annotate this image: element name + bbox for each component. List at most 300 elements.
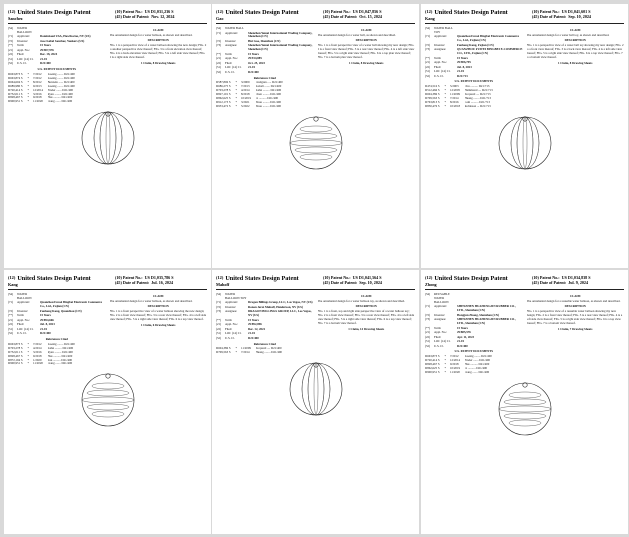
reference-cell: D862,625 S (425, 365, 440, 370)
field-code: (54) (216, 293, 222, 296)
field-value: 29/914,885 (248, 56, 262, 61)
field-label: Filed: (434, 64, 442, 69)
description-text: FIG. 1 is a perspective view of a water balloon showing the new design; FIG. 2 is another perspective view thereof; FIG. 3 is a front elevation view thereof; FIG. 4 is a back elevation view thereof; FIG. 5 is a left side view thereof; FIG. 6 is a right side view thereof. (109, 43, 207, 60)
field-code: (54) (425, 293, 431, 296)
field-code: (54) (8, 27, 14, 30)
reference-cell: D912,173 S (216, 99, 231, 104)
field-label: Filed: (17, 52, 25, 57)
field-label: Term: (225, 51, 233, 56)
field-value: Apr. 11, 2023 (457, 334, 474, 339)
reference-cell: * (27, 361, 30, 366)
field-code: (21) (8, 47, 14, 52)
field-code: (52) (8, 331, 14, 336)
field-code: (52) (216, 69, 222, 74)
reference-cell: 11/2009 (241, 346, 251, 351)
reference-row (8, 100, 106, 104)
field-label: Appl. No.: (225, 322, 238, 327)
reference-cell: Lindgren ..... D21/400 (255, 81, 283, 85)
reference-cell: 11/2020 (33, 99, 43, 104)
field-code: (71) (425, 304, 431, 309)
claim-heading: CLAIM (153, 293, 164, 298)
patent-title: United States Design Patent (434, 275, 508, 282)
reference-cell: * (27, 95, 30, 100)
reference-row (425, 105, 523, 109)
header-left (425, 275, 532, 287)
field-code: (52) (8, 61, 14, 66)
reference-cell: D689,980 S (8, 83, 23, 88)
reference-cell: Hsu .......... D21/400 (464, 363, 490, 367)
field-label: Filed: (225, 326, 233, 331)
claim-text: The ornamental design for a water balloon, as shown and described. (109, 32, 193, 37)
field-code: (51) (425, 69, 431, 74)
header-right (323, 275, 415, 285)
applicant-name: Gao (216, 16, 224, 21)
reference-cell: D663,873 S (8, 341, 23, 346)
field-code: (54) (425, 27, 431, 30)
reference-cell: 7/2012 (33, 75, 42, 80)
patent-date: Jul. 9, 2024 (568, 280, 589, 286)
reference-cell: 12/2014 (33, 87, 43, 92)
bibliographic-field (8, 332, 106, 336)
patent-body (425, 27, 624, 109)
left-column (425, 293, 523, 375)
patent-number-label: (10) Patent No.: (115, 9, 143, 14)
patent-date: Sep. 10, 2024 (359, 280, 382, 286)
field-value: 21-01 (248, 65, 256, 70)
claim-text: The ornamental design for a water balloon toy, as shown and described. (317, 298, 405, 303)
patent-date-row (115, 14, 207, 19)
patent-body (216, 27, 415, 109)
reference-cell: * (444, 365, 447, 370)
field-value: Dragon Billings Group, LLC, Las Vegas, NV (US) (248, 300, 313, 305)
patent-number: US D1,041,601 S (561, 9, 591, 14)
patent-page (212, 270, 419, 534)
left-column (425, 27, 523, 109)
bibliographic-field (216, 71, 314, 75)
references-heading: References Cited (253, 341, 276, 346)
description-text: FIG. 1 is a front, top and right side perspective view of a water balloon toy; FIG. 2 is a front view thereof; FIG. 3 is a rear view thereof; FIG. 4 is a left side view thereof; FIG. 5 is a right side view thereof; FIG. 6 is a top view thereof; FIG. 7 is a bottom view thereof. (317, 309, 415, 326)
patent-header (8, 275, 207, 290)
field-label: Assignee: (225, 43, 238, 48)
right-column (527, 27, 625, 109)
field-label: Applicant: (225, 300, 238, 305)
header-right (323, 9, 415, 19)
patent-title-line (425, 275, 532, 282)
reference-cell: * (235, 103, 238, 108)
bibliographic-field (8, 62, 106, 66)
reference-row (8, 362, 106, 366)
field-label: Appl. No.: (434, 330, 447, 335)
field-value: 15 Years (40, 43, 51, 48)
bibliographic-field (216, 337, 314, 341)
reference-cell: 9/2013 (33, 83, 42, 88)
reference-cell: Robinson ... D21/713 (464, 104, 491, 108)
reference-cell: D752,011 S (8, 349, 23, 354)
field-label: Inventor: (225, 304, 237, 309)
patent-title-line (8, 275, 115, 282)
reference-cell: 3/2016 (33, 349, 42, 354)
header-left (8, 9, 115, 21)
description-text: FIG. 1 is a perspective view of a reusable water balloon showing my new design; FIG. 2 is a front view thereof; FIG. 3 is a rear view thereof; FIG. 4 is a left side view thereof; FIG. 5 is a right side view thereof; FIG. 6 is a top view thereof; FIG. 7 is a bottom view thereof. (526, 309, 623, 326)
reference-cell: D663,873 S (425, 354, 440, 359)
field-label: Term: (434, 325, 442, 330)
reference-cell: Huang ........ D21/400 (255, 351, 282, 355)
patent-date-row (532, 14, 624, 19)
right-column (318, 293, 416, 355)
design-drawing (281, 113, 351, 173)
claims-count: 1 Claim, 8 Drawing Sheets (349, 60, 384, 65)
field-value: 29/885,576 (457, 330, 471, 335)
reference-cell: Kahn ......... D21/400 (47, 346, 74, 350)
field-value: DRAGON BILLINGS GROUP, LLC, Las Vegas, NV (US) (248, 309, 312, 318)
reference-cell: 11/2020 (450, 369, 460, 374)
reference-cell: D900,951 S (425, 369, 440, 374)
reference-cell: * (444, 358, 447, 363)
patent-title-line (216, 9, 323, 16)
field-label: LOC (14) Cl. (434, 339, 451, 344)
claim-heading: CLAIM (361, 293, 372, 298)
field-value: 21-01 (457, 69, 465, 74)
design-drawing (281, 359, 351, 419)
field-label: WATER BALLOON (17, 27, 32, 34)
left-column (216, 293, 314, 355)
bibliographic-field (425, 293, 523, 305)
field-code: (72) (216, 304, 222, 309)
field-code: (51) (425, 339, 431, 344)
reference-cell: D900,951 S (8, 99, 23, 104)
reference-cell: * (27, 353, 30, 358)
field-code: (72) (425, 42, 431, 47)
field-label: U.S. Cl. (225, 335, 235, 340)
reference-cell: 10/2019 (241, 96, 251, 101)
reference-cell: 7/2012 (450, 354, 459, 359)
reference-cell: * (444, 84, 447, 89)
reference-cell: D604,386 S (216, 346, 231, 351)
claims-count: 1 Claim, 6 Drawing Sheets (141, 323, 176, 328)
reference-cell: 7/2014 (450, 96, 459, 101)
field-value: D21/713 (457, 73, 468, 78)
claim-heading: CLAIM (570, 27, 581, 32)
field-value: 29/894,666 (40, 317, 54, 322)
claim-text: The ornamental design for a reusable water balloon, as shown and described. (526, 298, 621, 303)
field-code: (21) (425, 330, 431, 335)
reference-cell: * (444, 88, 447, 93)
reference-cell: D763,813 S (425, 99, 440, 104)
field-value: Jul. 8, 2023 (457, 64, 472, 69)
claims-count: 1 Claim, 7 Drawing Sheets (558, 326, 593, 331)
reference-cell: * (444, 103, 447, 108)
patent-date-label: (45) Date of Patent: (532, 280, 567, 286)
reference-cell: * (27, 349, 30, 354)
reference-cell: * (444, 92, 447, 97)
field-code: (51) (216, 331, 222, 336)
field-label: WATER BALL TOY (434, 27, 453, 34)
field-value: Fanhong Kang, Fujian (CN) (457, 42, 494, 47)
patent-number: US D1,034,838 S (561, 275, 591, 280)
patent-date: Nov. 12, 2024 (151, 14, 175, 20)
field-value: 15 Years (40, 313, 51, 318)
references-heading: References Cited (45, 337, 68, 342)
field-label: Appl. No.: (17, 47, 30, 52)
reference-cell: 11/2020 (33, 361, 43, 366)
description-text: FIG. 1 is a front perspective view of a water ball showing my new design; FIG. 2 is a front view thereof; FIG. 3 is a rear view thereof; FIG. 4 is a left side view thereof; FIG. 5 is a right side view thereof; FIG. 6 is a top plan view thereof; FIG. 7 is a bottom plan view thereof. (317, 43, 415, 60)
reference-cell: 5/2022 (241, 103, 250, 108)
reference-cell: * (27, 75, 30, 80)
field-value: 29/892,896 (248, 322, 262, 327)
reference-cell: D663,873 S (8, 72, 23, 77)
header-right (532, 275, 624, 285)
field-code: (22) (425, 334, 431, 339)
field-value: Ronan Jerez Mahoff, Henderson, NV (US) (248, 304, 303, 309)
applicant-name: Kang (425, 16, 435, 21)
field-code: (22) (8, 322, 14, 327)
reference-cell: Pinder ....... D21/400 (47, 88, 73, 92)
reference-cell: 4/2014 (241, 88, 250, 93)
claims-count: 1 Claim, 8 Drawing Sheets (558, 60, 593, 65)
left-column (216, 27, 314, 109)
field-label: Inventor: (225, 38, 237, 43)
field-code: (72) (216, 38, 222, 43)
patent-number-label: (10) Patent No.: (532, 275, 560, 280)
reference-cell: D512,466 S (425, 88, 440, 93)
field-label: Term: (225, 317, 233, 322)
field-label: LOC (14) Cl. (434, 69, 451, 74)
claim-heading: CLAIM (570, 293, 581, 298)
description-heading: DESCRIPTION (355, 38, 377, 43)
field-code: (73) (425, 317, 431, 322)
reference-cell: * (27, 91, 30, 96)
field-value: QUANZHOU FUWEI BINGBEI E-COMMERCE CO., LTD., Fujian (CN) (457, 47, 523, 56)
field-code: (21) (425, 60, 431, 65)
bibliographic-field (425, 305, 523, 313)
reference-cell: Ryan ......... D21/400 (47, 92, 73, 96)
field-label: WATER BALL (225, 27, 244, 30)
patent-number: US D1,041,564 S (352, 275, 382, 280)
reference-cell: 11/2009 (450, 92, 460, 97)
field-code: (71) (216, 30, 222, 35)
applicant-name: Kang (8, 282, 18, 287)
patent-header (216, 9, 415, 24)
field-value: 15 Years (248, 51, 259, 56)
patent-page (421, 270, 628, 534)
field-label: U.S. Cl. (434, 73, 444, 78)
reference-cell: * (27, 99, 30, 104)
field-code: (22) (8, 52, 14, 57)
patent-number: US D1,035,786 S (144, 275, 174, 280)
reference-cell: Zhou ......... D21/400 (255, 104, 281, 108)
reference-cell: * (444, 362, 447, 367)
patent-date-label: (45) Date of Patent: (323, 280, 358, 286)
reference-cell: D587,806 S (216, 80, 231, 85)
reference-cell: Ryan ......... D21/400 (47, 350, 73, 354)
field-code: (71) (8, 34, 14, 39)
field-value: 29/906,795 (457, 60, 471, 65)
field-value: Quanzhou Fuwei Bingbei Electronic Commerce Co., Ltd., Fujian (CN) (457, 34, 520, 43)
description-heading: DESCRIPTION (355, 304, 377, 309)
reference-cell: * (235, 350, 238, 355)
field-label: Applicant: (17, 300, 30, 305)
patent-date-row (115, 280, 207, 285)
reference-cell: Chu .......... D21/713 (464, 85, 490, 89)
patent-title-line (8, 9, 115, 16)
reference-cell: D720,414 S (8, 87, 23, 92)
patent-date-label: (45) Date of Patent: (115, 14, 150, 20)
patent-header (216, 275, 415, 290)
reference-cell: * (27, 72, 30, 77)
claims-count: 1 Claim, 8 Drawing Sheets (141, 60, 176, 65)
claim-heading: CLAIM (361, 27, 372, 32)
field-value: D21/400 (457, 343, 468, 348)
patent-page (212, 4, 419, 268)
field-label: LOC (14) Cl. (225, 331, 242, 336)
field-label: Applicant: (17, 34, 30, 39)
description-heading: DESCRIPTION (564, 304, 586, 309)
field-label: Filed: (434, 334, 442, 339)
field-value: D21/400 (40, 331, 51, 336)
field-label: Applicant: (434, 34, 447, 39)
reference-cell: * (444, 354, 447, 359)
reference-cell: Jacquard .... D21/400 (255, 347, 282, 351)
field-value: SHENZHEN HUAHUNGJIN RUBBER CO., LTD., Shenzhen (CN) (457, 317, 516, 326)
field-label: Appl. No.: (17, 317, 30, 322)
reference-cell: Chen ......... D21/400 (255, 93, 281, 97)
claim-text: The ornamental design for a water ball toy, as shown and described. (526, 32, 610, 37)
left-column (8, 27, 106, 104)
reference-cell: * (235, 92, 238, 97)
field-label: Term: (17, 43, 25, 48)
references-heading: U.S. PATENT DOCUMENTS (37, 67, 77, 72)
field-label: LOC (14) Cl. (17, 56, 34, 61)
patent-header (425, 275, 624, 290)
applicant-name: Zhong (425, 282, 437, 287)
reference-cell: D828,467 S (8, 95, 23, 100)
field-code: (72) (8, 308, 14, 313)
field-value: D21/400 (40, 61, 51, 66)
patent-date-row (323, 14, 415, 19)
reference-cell: * (235, 88, 238, 93)
field-value: SHENZHEN HUAHUNGJIN RUBBER CO., LTD., Shenzhen (CN) (457, 304, 516, 313)
reference-cell: 1/2020 (33, 357, 42, 362)
field-code: (52) (425, 343, 431, 348)
design-drawing (73, 108, 143, 168)
header-left (8, 275, 115, 287)
reference-row (425, 371, 523, 375)
patent-number: US D1,047,856 S (352, 9, 382, 14)
reference-cell: D686,275 S (216, 84, 231, 89)
description-heading: DESCRIPTION (564, 38, 586, 43)
field-code: (72) (8, 38, 14, 43)
field-value: 21-01 (40, 56, 48, 61)
field-code: (**) (216, 317, 222, 322)
description-heading: DESCRIPTION (147, 38, 169, 43)
patent-date: Jul. 16, 2024 (151, 280, 174, 286)
field-code: (73) (425, 47, 431, 52)
reference-cell: Hsu .......... D21/400 (47, 96, 73, 100)
reference-cell: D709,563 S (425, 96, 440, 101)
field-value: Fanhong Kang, Quanzhou (CN) (40, 308, 82, 313)
reference-cell: * (444, 96, 447, 101)
reference-cell: Jacquard .... D21/713 (464, 93, 491, 97)
right-column (110, 293, 208, 366)
reference-cell: D720,414 S (425, 358, 440, 363)
kind-code: (12) (425, 9, 433, 14)
patent-body (8, 27, 207, 104)
field-label: WATER BALLOON TOY (225, 293, 247, 300)
reference-row (216, 105, 314, 109)
bibliographic-field (425, 345, 523, 349)
field-code: (71) (8, 300, 14, 305)
field-code: (22) (216, 326, 222, 331)
patent-date: Oct. 15, 2024 (359, 14, 382, 20)
reference-cell: 12/2014 (450, 358, 460, 363)
field-code: (54) (8, 293, 14, 296)
field-code: (21) (216, 56, 222, 61)
reference-cell: Liang ....... D21/400 (47, 100, 73, 104)
field-value: Dominisoul USA, Hawthorne, NY (US) (40, 34, 91, 39)
field-value: 15 Years (457, 325, 468, 330)
reference-cell: Pinder ....... D21/400 (464, 359, 490, 363)
reference-cell: 10/2019 (450, 365, 460, 370)
field-value: 15 Years (248, 317, 259, 322)
reference-cell: D862,625 S (216, 96, 231, 101)
field-value: Dec. 12, 2022 (248, 326, 266, 331)
patent-title-line (425, 9, 532, 16)
field-label: Inventor: (17, 38, 29, 43)
patent-body (8, 293, 207, 366)
reference-cell: 7/2012 (33, 341, 42, 346)
reference-cell: 9/2018 (33, 95, 42, 100)
kind-code: (12) (425, 275, 433, 280)
reference-cell: D664,604 S (8, 79, 23, 84)
reference-cell: D752,011 S (8, 91, 23, 96)
reference-cell: D604,386 S (425, 92, 440, 97)
reference-cell: * (444, 99, 447, 104)
reference-cell: Li .......... D21/400 (464, 366, 488, 370)
field-code: (**) (8, 43, 14, 48)
field-label: REUSABLE WATER BALLOON (434, 293, 450, 304)
reference-cell: D828,467 S (8, 353, 23, 358)
reference-cell: D703,278 S (216, 88, 231, 93)
design-drawing (490, 113, 560, 173)
claim-text: The ornamental design for a water ball, as shown and described. (317, 32, 396, 37)
reference-cell: Koenig ........ D21/400 (464, 355, 492, 359)
field-value: Oct. 25, 2023 (248, 60, 265, 65)
reference-cell: 8/2018 (241, 92, 250, 97)
field-value: 15 Years (457, 55, 468, 60)
header-left (216, 275, 323, 287)
applicant-name: Sanchez (8, 16, 23, 21)
reference-cell: * (27, 87, 30, 92)
bibliographic-field (425, 75, 523, 79)
field-value: 21-01 (248, 331, 256, 336)
field-value: 21-01 (40, 326, 48, 331)
reference-cell: Kahn ......... D21/400 (255, 89, 282, 93)
field-value: 29/907,976 (40, 47, 54, 52)
patent-title: United States Design Patent (225, 9, 299, 16)
reference-cell: Kobelt ....... D21/400 (255, 85, 282, 89)
field-code: (71) (425, 34, 431, 39)
field-code: (**) (425, 325, 431, 330)
reference-cell: 4/2014 (33, 345, 42, 350)
right-column (527, 293, 625, 375)
kind-code: (12) (216, 275, 224, 280)
reference-cell: Burstein ...... D21/400 (47, 80, 75, 84)
field-code: (72) (425, 312, 431, 317)
reference-cell: Sun .......... D21/400 (47, 358, 73, 362)
reference-cell: * (235, 96, 238, 101)
applicant-name: Mahoff (216, 282, 230, 287)
patent-title: United States Design Patent (17, 9, 91, 16)
